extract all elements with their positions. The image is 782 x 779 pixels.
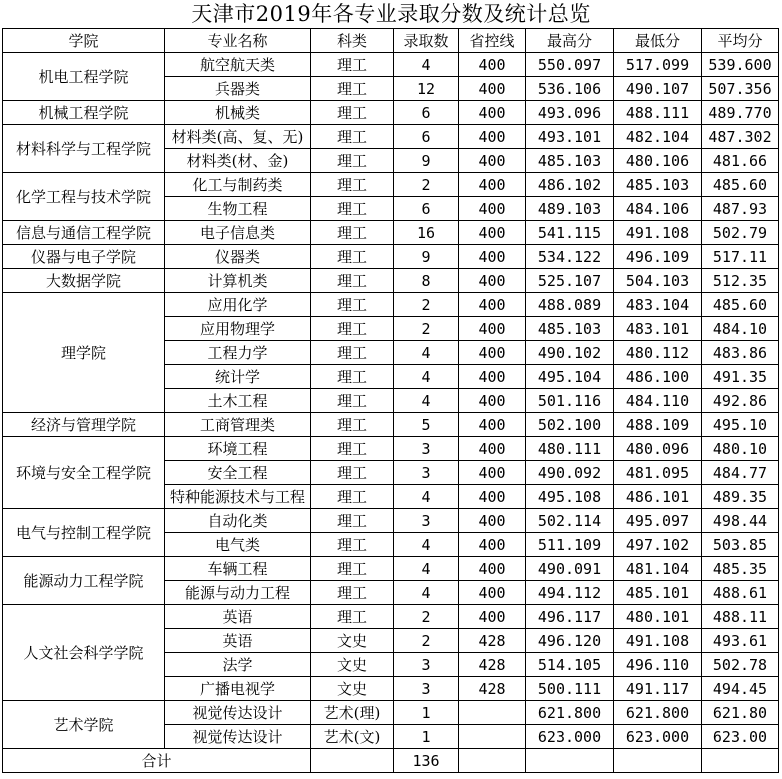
admitted-cell: 2 [394,293,459,317]
major-cell: 应用物理学 [165,317,311,341]
total-max-score [526,749,614,773]
max-score-cell: 495.108 [526,485,614,509]
table-row [3,509,779,533]
threshold-cell: 400 [459,101,526,125]
avg-score-cell: 517.11 [702,245,779,269]
max-score-cell: 511.109 [526,533,614,557]
major-cell: 生物工程 [165,197,311,221]
max-score-cell: 493.096 [526,101,614,125]
subject-cell: 理工 [311,197,394,221]
avg-score-cell: 484.10 [702,317,779,341]
subject-cell: 理工 [311,485,394,509]
threshold-cell: 400 [459,581,526,605]
avg-score-cell: 623.00 [702,725,779,749]
avg-score-cell: 485.35 [702,557,779,581]
avg-score-cell: 488.11 [702,605,779,629]
avg-score-cell: 488.61 [702,581,779,605]
major-cell: 工程力学 [165,341,311,365]
admitted-cell: 4 [394,557,459,581]
subject-cell: 理工 [311,269,394,293]
college-cell: 经济与管理学院 [3,413,165,437]
admitted-cell: 3 [394,509,459,533]
max-score-cell: 480.111 [526,437,614,461]
subject-cell: 理工 [311,581,394,605]
major-cell: 英语 [165,605,311,629]
major-cell: 能源与动力工程 [165,581,311,605]
admitted-cell: 1 [394,701,459,725]
max-score-cell: 502.114 [526,509,614,533]
subject-cell: 理工 [311,149,394,173]
threshold-cell: 400 [459,53,526,77]
threshold-cell: 400 [459,341,526,365]
threshold-cell: 400 [459,317,526,341]
major-cell: 环境工程 [165,437,311,461]
avg-score-cell: 539.600 [702,53,779,77]
min-score-cell: 483.101 [614,317,702,341]
subject-cell: 艺术(理) [311,701,394,725]
table-row [3,269,779,293]
min-score-cell: 483.104 [614,293,702,317]
subject-cell: 艺术(文) [311,725,394,749]
max-score-cell: 495.104 [526,365,614,389]
avg-score-cell: 493.61 [702,629,779,653]
table-row [3,437,779,461]
major-cell: 法学 [165,653,311,677]
avg-score-cell: 483.86 [702,341,779,365]
major-cell: 统计学 [165,365,311,389]
table-row [3,101,779,125]
subject-cell: 理工 [311,77,394,101]
max-score-cell: 500.111 [526,677,614,701]
major-cell: 广播电视学 [165,677,311,701]
college-cell: 艺术学院 [3,701,165,749]
admitted-cell: 2 [394,173,459,197]
max-score-cell: 501.116 [526,389,614,413]
table-row [3,53,779,77]
admitted-cell: 4 [394,365,459,389]
college-cell: 材料科学与工程学院 [3,125,165,173]
min-score-cell: 517.099 [614,53,702,77]
avg-score-cell: 502.78 [702,653,779,677]
college-cell: 大数据学院 [3,269,165,293]
college-cell: 电气与控制工程学院 [3,509,165,557]
college-cell: 人文社会科学学院 [3,605,165,701]
threshold-cell: 400 [459,125,526,149]
subject-cell: 理工 [311,533,394,557]
admitted-cell: 6 [394,125,459,149]
admitted-cell: 12 [394,77,459,101]
admitted-cell: 2 [394,629,459,653]
header-admitted: 录取数 [394,29,459,53]
major-cell: 材料类(高、复、无) [165,125,311,149]
max-score-cell: 541.115 [526,221,614,245]
avg-score-cell: 491.35 [702,365,779,389]
avg-score-cell: 503.85 [702,533,779,557]
total-subject [311,749,394,773]
admitted-cell: 4 [394,341,459,365]
threshold-cell: 400 [459,173,526,197]
subject-cell: 理工 [311,605,394,629]
admitted-cell: 3 [394,461,459,485]
threshold-cell: 428 [459,677,526,701]
table-row [3,557,779,581]
min-score-cell: 488.111 [614,101,702,125]
threshold-cell: 400 [459,509,526,533]
threshold-cell: 400 [459,413,526,437]
threshold-cell: 428 [459,629,526,653]
college-cell: 化学工程与技术学院 [3,173,165,221]
max-score-cell: 534.122 [526,245,614,269]
total-threshold [459,749,526,773]
major-cell: 材料类(材、金) [165,149,311,173]
table-row [3,245,779,269]
college-cell: 理学院 [3,293,165,413]
major-cell: 特种能源技术与工程 [165,485,311,509]
threshold-cell [459,701,526,725]
avg-score-cell: 485.60 [702,173,779,197]
major-cell: 计算机类 [165,269,311,293]
max-score-cell: 550.097 [526,53,614,77]
total-min-score [614,749,702,773]
subject-cell: 理工 [311,101,394,125]
subject-cell: 理工 [311,437,394,461]
admitted-cell: 5 [394,413,459,437]
admitted-cell: 6 [394,197,459,221]
avg-score-cell: 487.302 [702,125,779,149]
admitted-cell: 1 [394,725,459,749]
admitted-cell: 3 [394,653,459,677]
max-score-cell: 485.103 [526,149,614,173]
avg-score-cell: 498.44 [702,509,779,533]
major-cell: 化工与制药类 [165,173,311,197]
avg-score-cell: 495.10 [702,413,779,437]
min-score-cell: 484.106 [614,197,702,221]
min-score-cell: 496.109 [614,245,702,269]
subject-cell: 理工 [311,389,394,413]
threshold-cell: 400 [459,293,526,317]
avg-score-cell: 494.45 [702,677,779,701]
avg-score-cell: 507.356 [702,77,779,101]
threshold-cell: 400 [459,533,526,557]
avg-score-cell: 512.35 [702,269,779,293]
max-score-cell: 489.103 [526,197,614,221]
subject-cell: 理工 [311,173,394,197]
admitted-cell: 2 [394,317,459,341]
page-title: 天津市2019年各专业录取分数及统计总览 [191,2,591,26]
subject-cell: 理工 [311,509,394,533]
max-score-cell: 490.102 [526,341,614,365]
max-score-cell: 485.103 [526,317,614,341]
threshold-cell: 400 [459,197,526,221]
header-avg-score: 平均分 [702,29,779,53]
major-cell: 电气类 [165,533,311,557]
table-row [3,701,779,725]
max-score-cell: 490.091 [526,557,614,581]
major-cell: 电子信息类 [165,221,311,245]
max-score-cell: 493.101 [526,125,614,149]
table-row [3,413,779,437]
header-max-score: 最高分 [526,29,614,53]
subject-cell: 理工 [311,413,394,437]
max-score-cell: 496.117 [526,605,614,629]
header-college: 学院 [3,29,165,53]
major-cell: 英语 [165,629,311,653]
min-score-cell: 491.117 [614,677,702,701]
avg-score-cell: 492.86 [702,389,779,413]
max-score-cell: 490.092 [526,461,614,485]
max-score-cell: 486.102 [526,173,614,197]
min-score-cell: 480.106 [614,149,702,173]
table-row [3,173,779,197]
major-cell: 兵器类 [165,77,311,101]
threshold-cell: 400 [459,389,526,413]
college-cell: 机械工程学院 [3,101,165,125]
avg-score-cell: 489.770 [702,101,779,125]
table-row [3,605,779,629]
max-score-cell: 536.106 [526,77,614,101]
max-score-cell: 621.800 [526,701,614,725]
table-row [3,125,779,149]
avg-score-cell: 481.66 [702,149,779,173]
table-row [3,221,779,245]
min-score-cell: 486.100 [614,365,702,389]
avg-score-cell: 487.93 [702,197,779,221]
subject-cell: 理工 [311,125,394,149]
major-cell: 视觉传达设计 [165,725,311,749]
admitted-cell: 16 [394,221,459,245]
min-score-cell: 480.101 [614,605,702,629]
header-threshold: 省控线 [459,29,526,53]
max-score-cell: 525.107 [526,269,614,293]
admitted-cell: 4 [394,533,459,557]
min-score-cell: 484.110 [614,389,702,413]
college-cell: 环境与安全工程学院 [3,437,165,509]
total-avg-score [702,749,779,773]
college-cell: 能源动力工程学院 [3,557,165,605]
min-score-cell: 504.103 [614,269,702,293]
max-score-cell: 502.100 [526,413,614,437]
admission-score-table [2,28,779,773]
min-score-cell: 621.800 [614,701,702,725]
subject-cell: 理工 [311,245,394,269]
subject-cell: 理工 [311,341,394,365]
threshold-cell: 400 [459,221,526,245]
subject-cell: 文史 [311,677,394,701]
threshold-cell: 400 [459,269,526,293]
table-row [3,293,779,317]
major-cell: 安全工程 [165,461,311,485]
header-major: 专业名称 [165,29,311,53]
subject-cell: 理工 [311,557,394,581]
max-score-cell: 496.120 [526,629,614,653]
admitted-cell: 3 [394,677,459,701]
avg-score-cell: 484.77 [702,461,779,485]
threshold-cell: 400 [459,245,526,269]
major-cell: 车辆工程 [165,557,311,581]
admitted-cell: 9 [394,245,459,269]
subject-cell: 理工 [311,293,394,317]
total-row [3,749,779,773]
max-score-cell: 488.089 [526,293,614,317]
college-cell: 机电工程学院 [3,53,165,101]
admitted-cell: 8 [394,269,459,293]
max-score-cell: 494.112 [526,581,614,605]
subject-cell: 理工 [311,461,394,485]
min-score-cell: 490.107 [614,77,702,101]
major-cell: 机械类 [165,101,311,125]
min-score-cell: 480.096 [614,437,702,461]
threshold-cell: 400 [459,77,526,101]
subject-cell: 理工 [311,53,394,77]
min-score-cell: 485.101 [614,581,702,605]
min-score-cell: 485.103 [614,173,702,197]
major-cell: 应用化学 [165,293,311,317]
avg-score-cell: 502.79 [702,221,779,245]
max-score-cell: 514.105 [526,653,614,677]
min-score-cell: 481.095 [614,461,702,485]
threshold-cell: 400 [459,149,526,173]
admitted-cell: 4 [394,53,459,77]
total-label: 合计 [3,749,311,773]
header-subject: 科类 [311,29,394,53]
major-cell: 自动化类 [165,509,311,533]
major-cell: 航空航天类 [165,53,311,77]
threshold-cell: 400 [459,365,526,389]
threshold-cell: 400 [459,485,526,509]
min-score-cell: 491.108 [614,221,702,245]
subject-cell: 理工 [311,221,394,245]
min-score-cell: 497.102 [614,533,702,557]
min-score-cell: 486.101 [614,485,702,509]
threshold-cell: 428 [459,653,526,677]
threshold-cell: 400 [459,605,526,629]
admitted-cell: 4 [394,581,459,605]
min-score-cell: 488.109 [614,413,702,437]
subject-cell: 文史 [311,629,394,653]
major-cell: 工商管理类 [165,413,311,437]
admitted-cell: 4 [394,389,459,413]
max-score-cell: 623.000 [526,725,614,749]
total-admitted: 136 [394,749,459,773]
major-cell: 仪器类 [165,245,311,269]
avg-score-cell: 485.60 [702,293,779,317]
threshold-cell: 400 [459,557,526,581]
min-score-cell: 495.097 [614,509,702,533]
min-score-cell: 623.000 [614,725,702,749]
header-min-score: 最低分 [614,29,702,53]
min-score-cell: 480.112 [614,341,702,365]
avg-score-cell: 621.80 [702,701,779,725]
threshold-cell [459,725,526,749]
admitted-cell: 6 [394,101,459,125]
avg-score-cell: 489.35 [702,485,779,509]
major-cell: 土木工程 [165,389,311,413]
subject-cell: 文史 [311,653,394,677]
avg-score-cell: 480.10 [702,437,779,461]
college-cell: 信息与通信工程学院 [3,221,165,245]
college-cell: 仪器与电子学院 [3,245,165,269]
min-score-cell: 491.108 [614,629,702,653]
major-cell: 视觉传达设计 [165,701,311,725]
min-score-cell: 482.104 [614,125,702,149]
min-score-cell: 481.104 [614,557,702,581]
admitted-cell: 9 [394,149,459,173]
min-score-cell: 496.110 [614,653,702,677]
header-row [3,29,779,53]
admitted-cell: 2 [394,605,459,629]
admitted-cell: 3 [394,437,459,461]
subject-cell: 理工 [311,317,394,341]
threshold-cell: 400 [459,461,526,485]
subject-cell: 理工 [311,365,394,389]
admitted-cell: 4 [394,485,459,509]
threshold-cell: 400 [459,437,526,461]
